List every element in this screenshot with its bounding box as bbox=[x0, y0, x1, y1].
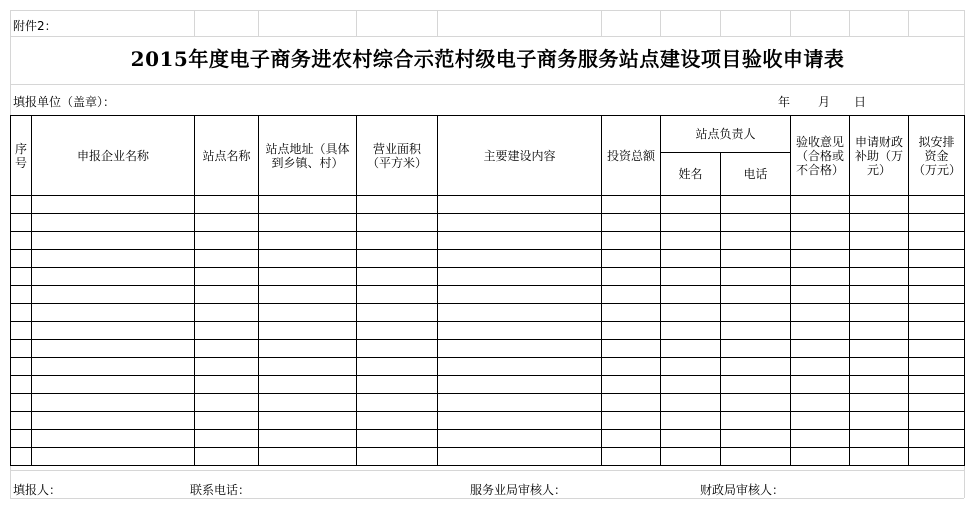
table-cell bbox=[791, 394, 850, 412]
table-cell bbox=[602, 340, 661, 358]
table-cell bbox=[438, 196, 602, 214]
header-investment: 投资总额 bbox=[602, 116, 661, 196]
table-cell bbox=[357, 232, 438, 250]
table-cell bbox=[791, 376, 850, 394]
table-cell bbox=[11, 412, 32, 430]
table-cell bbox=[661, 448, 721, 466]
table-cell bbox=[259, 304, 357, 322]
table-row bbox=[11, 250, 965, 268]
table-cell bbox=[602, 196, 661, 214]
table-cell bbox=[791, 322, 850, 340]
table-cell bbox=[259, 394, 357, 412]
date-day-label: 日 bbox=[854, 95, 867, 109]
table-row bbox=[11, 268, 965, 286]
table-cell bbox=[32, 394, 195, 412]
table-cell bbox=[909, 304, 965, 322]
table-cell bbox=[721, 394, 791, 412]
table-cell bbox=[259, 286, 357, 304]
footer-phone-label: 联系电话： bbox=[190, 483, 251, 497]
table-cell bbox=[791, 358, 850, 376]
table-cell bbox=[32, 340, 195, 358]
table-cell bbox=[602, 358, 661, 376]
attachment-label: 附件2： bbox=[13, 19, 57, 33]
table-cell bbox=[791, 340, 850, 358]
table-cell bbox=[357, 358, 438, 376]
table-body bbox=[11, 196, 965, 466]
header-station-name: 站点名称 bbox=[195, 116, 259, 196]
table-cell bbox=[357, 430, 438, 448]
table-cell bbox=[32, 232, 195, 250]
table-cell bbox=[909, 268, 965, 286]
table-cell bbox=[11, 448, 32, 466]
table-cell bbox=[909, 376, 965, 394]
table-cell bbox=[438, 214, 602, 232]
table-cell bbox=[791, 232, 850, 250]
table-cell bbox=[850, 394, 909, 412]
table-cell bbox=[721, 304, 791, 322]
table-cell bbox=[721, 448, 791, 466]
table-cell bbox=[357, 304, 438, 322]
header-manager-name: 姓名 bbox=[661, 153, 721, 196]
table-cell bbox=[438, 430, 602, 448]
table-cell bbox=[195, 358, 259, 376]
table-cell bbox=[791, 214, 850, 232]
table-cell bbox=[909, 250, 965, 268]
table-cell bbox=[32, 448, 195, 466]
date-year-label: 年 bbox=[778, 95, 791, 109]
table-cell bbox=[602, 232, 661, 250]
table-cell bbox=[661, 322, 721, 340]
table-cell bbox=[195, 250, 259, 268]
table-cell bbox=[661, 340, 721, 358]
table-cell bbox=[791, 304, 850, 322]
table-cell bbox=[32, 250, 195, 268]
table-cell bbox=[602, 214, 661, 232]
header-address: 站点地址（具体到乡镇、村） bbox=[259, 116, 357, 196]
table-cell bbox=[661, 268, 721, 286]
table-cell bbox=[791, 196, 850, 214]
table-cell bbox=[850, 286, 909, 304]
table-cell bbox=[909, 412, 965, 430]
table-cell bbox=[438, 394, 602, 412]
table-cell bbox=[195, 322, 259, 340]
header-planned-funds: 拟安排资金（万元） bbox=[909, 116, 965, 196]
table-cell bbox=[11, 286, 32, 304]
table-cell bbox=[661, 430, 721, 448]
table-cell bbox=[259, 430, 357, 448]
table-cell bbox=[32, 268, 195, 286]
table-cell bbox=[909, 448, 965, 466]
table-cell bbox=[661, 250, 721, 268]
table-cell bbox=[195, 268, 259, 286]
table-cell bbox=[32, 430, 195, 448]
table-cell bbox=[661, 412, 721, 430]
table-cell bbox=[357, 214, 438, 232]
table-cell bbox=[11, 376, 32, 394]
table-cell bbox=[32, 376, 195, 394]
table-cell bbox=[259, 376, 357, 394]
date-month-label: 月 bbox=[818, 95, 831, 109]
table-cell bbox=[721, 358, 791, 376]
table-cell bbox=[259, 412, 357, 430]
table-cell bbox=[909, 214, 965, 232]
table-cell bbox=[909, 232, 965, 250]
table-cell bbox=[11, 394, 32, 412]
table-cell bbox=[357, 196, 438, 214]
table-cell bbox=[259, 322, 357, 340]
table-cell bbox=[661, 358, 721, 376]
footer-service-bureau-label: 服务业局审核人： bbox=[470, 483, 567, 497]
table-cell bbox=[602, 250, 661, 268]
table-cell bbox=[909, 322, 965, 340]
table-cell bbox=[32, 358, 195, 376]
table-cell bbox=[438, 412, 602, 430]
table-cell bbox=[602, 322, 661, 340]
table-cell bbox=[357, 394, 438, 412]
table-cell bbox=[850, 268, 909, 286]
table-cell bbox=[602, 268, 661, 286]
table-cell bbox=[909, 196, 965, 214]
table-cell bbox=[791, 430, 850, 448]
table-row bbox=[11, 376, 965, 394]
table-cell bbox=[438, 358, 602, 376]
table-cell bbox=[438, 376, 602, 394]
header-manager-group: 站点负责人 bbox=[661, 116, 791, 153]
table-cell bbox=[909, 358, 965, 376]
table-cell bbox=[438, 448, 602, 466]
fill-unit-label: 填报单位（盖章）： bbox=[13, 95, 116, 109]
table-cell bbox=[721, 250, 791, 268]
table-cell bbox=[259, 448, 357, 466]
table-cell bbox=[438, 232, 602, 250]
table-row bbox=[11, 448, 965, 466]
table-cell bbox=[195, 412, 259, 430]
header-acceptance: 验收意见（合格或不合格） bbox=[791, 116, 850, 196]
table-cell bbox=[438, 286, 602, 304]
table-cell bbox=[602, 412, 661, 430]
header-content: 主要建设内容 bbox=[438, 116, 602, 196]
table-cell bbox=[438, 322, 602, 340]
table-cell bbox=[11, 268, 32, 286]
table-cell bbox=[661, 232, 721, 250]
table-cell bbox=[195, 286, 259, 304]
table-cell bbox=[850, 214, 909, 232]
table-cell bbox=[32, 286, 195, 304]
table-cell bbox=[721, 232, 791, 250]
table-cell bbox=[259, 214, 357, 232]
table-cell bbox=[259, 232, 357, 250]
table-cell bbox=[850, 196, 909, 214]
table-cell bbox=[195, 304, 259, 322]
table-cell bbox=[195, 430, 259, 448]
table-cell bbox=[721, 430, 791, 448]
table-row bbox=[11, 214, 965, 232]
table-cell bbox=[357, 412, 438, 430]
header-company: 申报企业名称 bbox=[32, 116, 195, 196]
table-cell bbox=[32, 196, 195, 214]
table-cell bbox=[11, 358, 32, 376]
table-cell bbox=[32, 412, 195, 430]
table-cell bbox=[850, 232, 909, 250]
table-cell bbox=[357, 250, 438, 268]
table-cell bbox=[357, 340, 438, 358]
table-cell bbox=[259, 268, 357, 286]
table-cell bbox=[661, 394, 721, 412]
table-cell bbox=[661, 214, 721, 232]
table-cell bbox=[791, 286, 850, 304]
table-cell bbox=[438, 340, 602, 358]
table-cell bbox=[791, 448, 850, 466]
header-subsidy: 申请财政补助（万元） bbox=[850, 116, 909, 196]
table-row bbox=[11, 340, 965, 358]
table-cell bbox=[721, 322, 791, 340]
table-cell bbox=[11, 430, 32, 448]
table-cell bbox=[721, 196, 791, 214]
table-cell bbox=[850, 376, 909, 394]
table-cell bbox=[602, 376, 661, 394]
table-cell bbox=[791, 268, 850, 286]
table-cell bbox=[11, 304, 32, 322]
table-cell bbox=[602, 304, 661, 322]
table-row bbox=[11, 286, 965, 304]
table-cell bbox=[438, 250, 602, 268]
header-area: 营业面积（平方米） bbox=[357, 116, 438, 196]
table-cell bbox=[32, 304, 195, 322]
table-cell bbox=[195, 196, 259, 214]
table-cell bbox=[357, 376, 438, 394]
table-cell bbox=[909, 340, 965, 358]
table-cell bbox=[791, 412, 850, 430]
table-cell bbox=[850, 448, 909, 466]
table-cell bbox=[357, 322, 438, 340]
acceptance-application-table bbox=[10, 115, 965, 466]
table-row bbox=[11, 412, 965, 430]
table-cell bbox=[357, 448, 438, 466]
table-cell bbox=[850, 322, 909, 340]
table-cell bbox=[259, 196, 357, 214]
table-cell bbox=[195, 340, 259, 358]
table-cell bbox=[32, 214, 195, 232]
table-cell bbox=[438, 304, 602, 322]
table-row bbox=[11, 430, 965, 448]
table-cell bbox=[11, 232, 32, 250]
table-cell bbox=[909, 286, 965, 304]
table-cell bbox=[195, 448, 259, 466]
table-cell bbox=[721, 286, 791, 304]
table-cell bbox=[195, 232, 259, 250]
form-title: 2015年度电子商务进农村综合示范村级电子商务服务站点建设项目验收申请表 bbox=[130, 47, 845, 71]
table-cell bbox=[259, 340, 357, 358]
table-cell bbox=[721, 376, 791, 394]
table-cell bbox=[721, 340, 791, 358]
footer-finance-bureau-label: 财政局审核人： bbox=[700, 483, 785, 497]
table-row bbox=[11, 304, 965, 322]
table-cell bbox=[195, 376, 259, 394]
table-cell bbox=[11, 196, 32, 214]
table-cell bbox=[259, 358, 357, 376]
table-cell bbox=[661, 286, 721, 304]
table-cell bbox=[850, 304, 909, 322]
table-cell bbox=[195, 214, 259, 232]
table-cell bbox=[721, 412, 791, 430]
table-cell bbox=[602, 430, 661, 448]
table-cell bbox=[602, 394, 661, 412]
table-cell bbox=[438, 268, 602, 286]
table-cell bbox=[32, 322, 195, 340]
header-manager-phone: 电话 bbox=[721, 153, 791, 196]
table-cell bbox=[850, 358, 909, 376]
table-cell bbox=[11, 340, 32, 358]
table-cell bbox=[11, 250, 32, 268]
table-cell bbox=[661, 304, 721, 322]
table-row bbox=[11, 394, 965, 412]
table-cell bbox=[791, 250, 850, 268]
table-cell bbox=[195, 394, 259, 412]
table-cell bbox=[909, 394, 965, 412]
table-cell bbox=[602, 286, 661, 304]
table-cell bbox=[357, 268, 438, 286]
footer-filler-label: 填报人： bbox=[13, 483, 62, 497]
table-cell bbox=[357, 286, 438, 304]
table-cell bbox=[259, 250, 357, 268]
table-cell bbox=[11, 322, 32, 340]
table-cell bbox=[721, 268, 791, 286]
table-row bbox=[11, 322, 965, 340]
table-cell bbox=[850, 250, 909, 268]
table-row bbox=[11, 196, 965, 214]
table-cell bbox=[661, 196, 721, 214]
table-cell bbox=[721, 214, 791, 232]
table-cell bbox=[850, 412, 909, 430]
table-cell bbox=[850, 340, 909, 358]
table-cell bbox=[661, 376, 721, 394]
table-cell bbox=[602, 448, 661, 466]
header-seq: 序号 bbox=[11, 116, 32, 196]
table-row bbox=[11, 232, 965, 250]
table-cell bbox=[11, 214, 32, 232]
table-cell bbox=[850, 430, 909, 448]
table-row bbox=[11, 358, 965, 376]
table-cell bbox=[909, 430, 965, 448]
